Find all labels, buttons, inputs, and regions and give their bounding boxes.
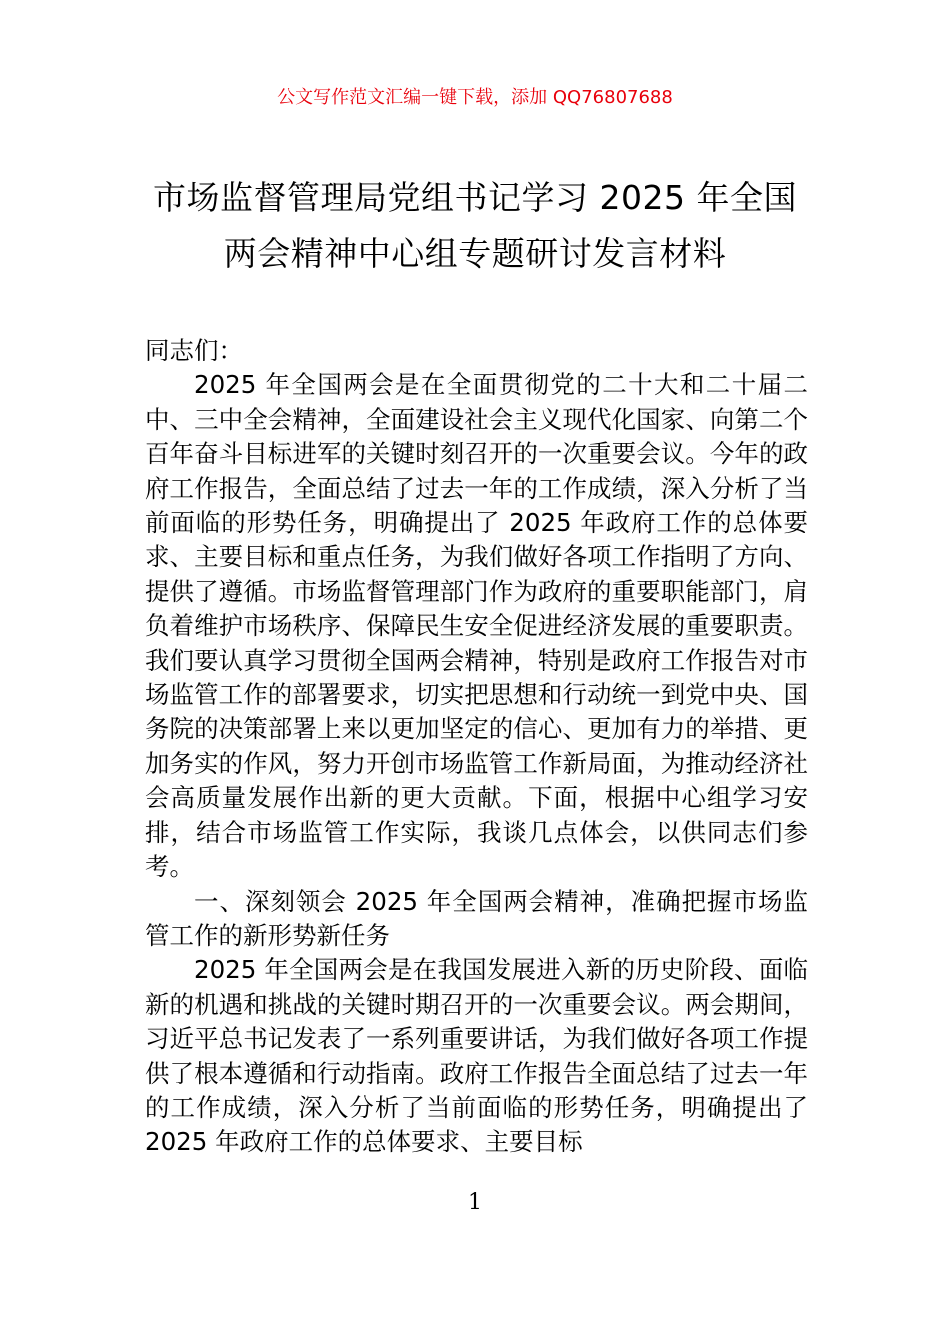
paragraph-section-1: 2025 年全国两会是在我国发展进入新的历史阶段、面临新的机遇和挑战的关键时期召开的一次重要会议。两会期间，习近平总书记发表了一系列重要讲话，为我们做好各项工作提供了根本遵循和行动指南。政府工作报告全面总结了过去一年的工作成绩，深入分析了当前面临的形势任务，明确提出了 2025 年政府工作的总体要求、主要目标 bbox=[145, 955, 808, 1157]
section-heading-1: 一、深刻领会 2025 年全国两会精神，准确把握市场监管工作的新形势新任务 bbox=[145, 886, 808, 950]
salutation: 同志们： bbox=[145, 336, 243, 365]
paragraph-intro: 2025 年全国两会是在全面贯彻党的二十大和二十届二中、三中全会精神，全面建设社会主义现代化国家、向第二个百年奋斗目标进军的关键时刻召开的一次重要会议。今年的政府工作报告，全面总结了过去一年的工作成绩，深入分析了当前面临的形势任务，明确提出了 2025 年政府工作的总体要求、主要目标和重点任务，为我们做好各项工作指明了方向、提供了遵循。市场监督管理部门作为政府的重要职能部门，肩负着维护市场秩序、保障民生安全促进经济发展的重要职责。我们要认真学习贯彻全国两会精神，特别是政府工作报告对市场监管工作的部署要求，切实把思想和行动统一到党中央、国务院的决策部署上来以更加坚定的信心、更加有力的举措、更加务实的作风，努力开创市场监管工作新局面，为推动经济社会高质量发展作出新的更大贡献。下面，根据中心组学习安排，结合市场监管工作实际，我谈几点体会，以供同志们参考。 bbox=[145, 370, 808, 882]
document-title bbox=[100, 170, 850, 282]
document-body bbox=[145, 334, 808, 1160]
title-line-2: 两会精神中心组专题研讨发言材料 bbox=[223, 234, 727, 273]
title-line-1: 市场监督管理局党组书记学习 2025 年全国 bbox=[153, 178, 797, 217]
download-notice: 公文写作范文汇编一键下载，添加 QQ76807688 bbox=[277, 87, 673, 108]
page-number: 1 bbox=[468, 1190, 482, 1215]
